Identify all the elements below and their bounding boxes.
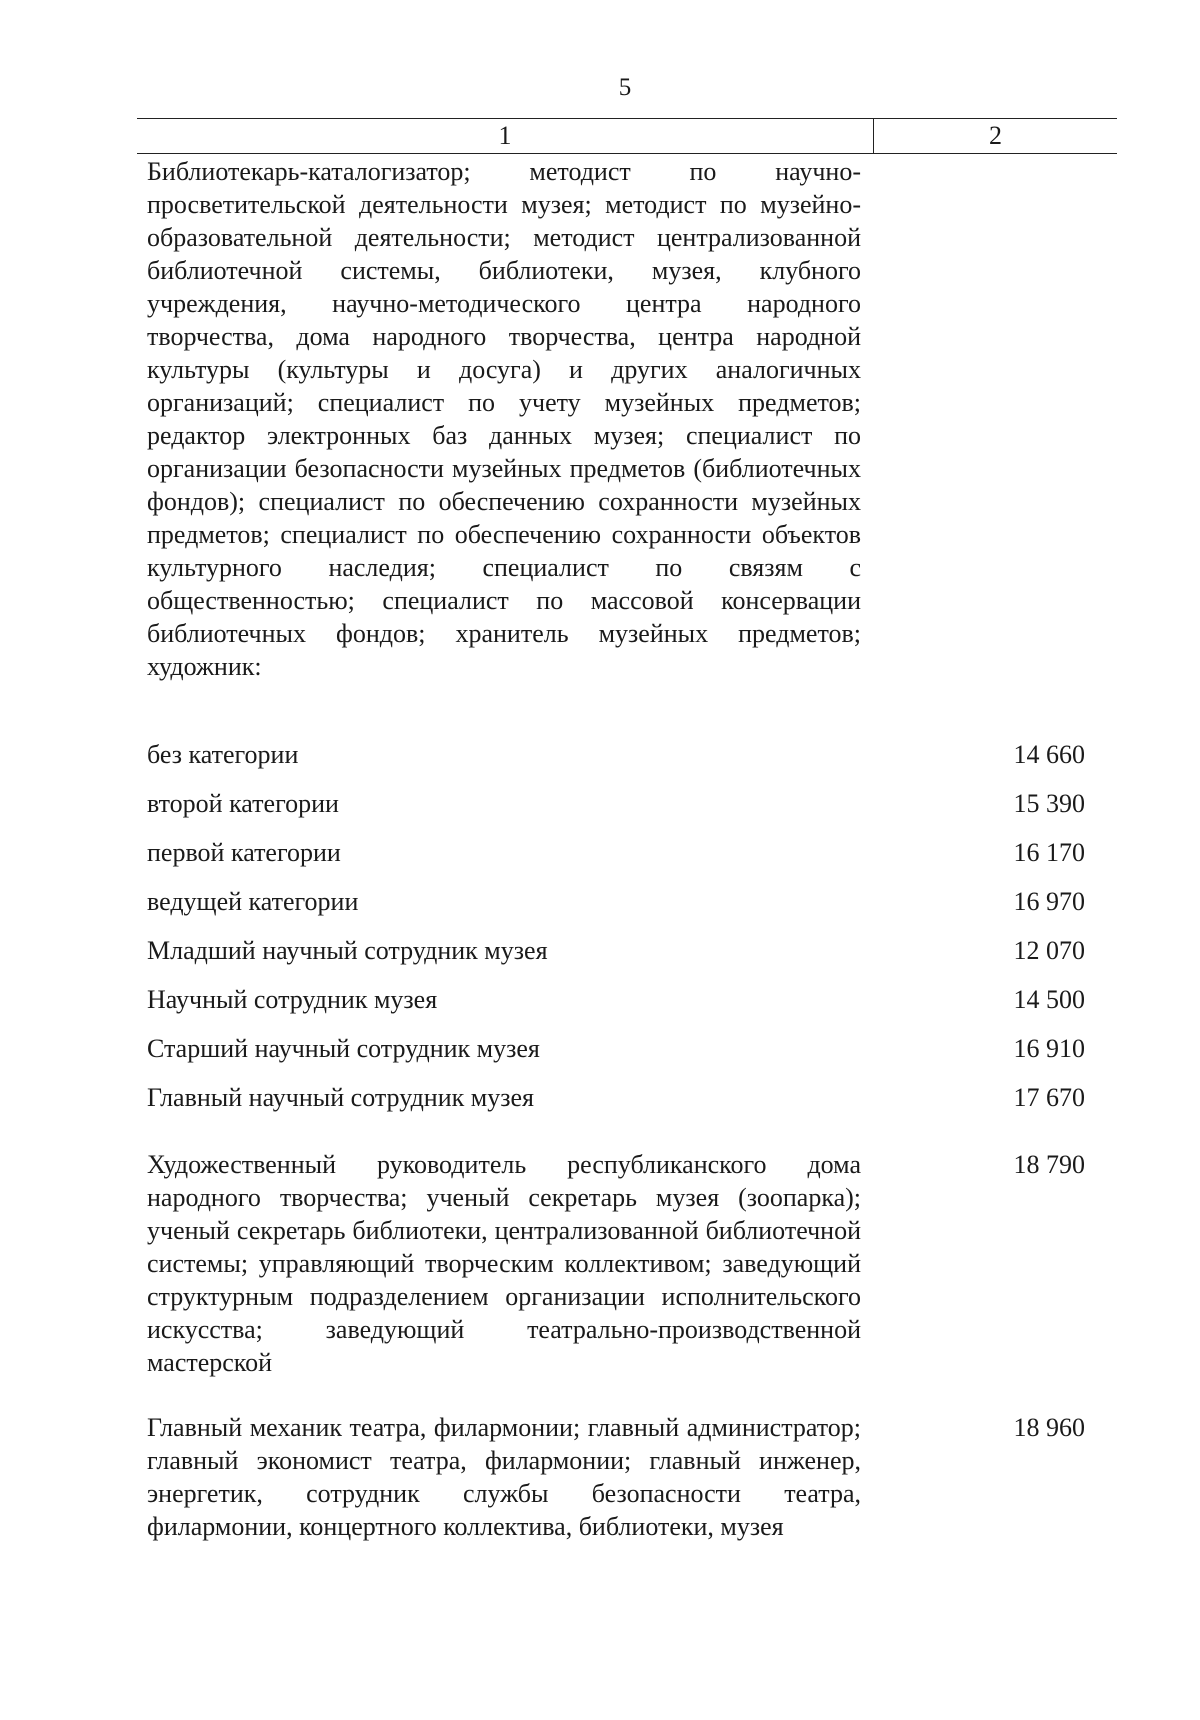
- row-value: 16 170: [1013, 838, 1085, 867]
- row-value: 14 500: [1013, 985, 1085, 1014]
- row-description: второй категории: [147, 789, 339, 818]
- row-description: Научный сотрудник музея: [147, 985, 438, 1014]
- row-description: без категории: [147, 740, 299, 769]
- row-description: Младший научный сотрудник музея: [147, 936, 548, 965]
- row-value: 18 960: [1013, 1413, 1085, 1442]
- row-value: 17 670: [1013, 1083, 1085, 1112]
- row-description: Главный механик театра, филармонии; главный администратор; главный экономист театра, филармонии; главный инженер, энергетик, сотрудник службы безопасности театра, филармонии, концертного коллектива, библиотеки, музея: [147, 1413, 861, 1541]
- column-header-2: 2: [989, 121, 1002, 150]
- table-header: [137, 118, 1117, 154]
- page-number: 5: [618, 74, 632, 101]
- row-description: первой категории: [147, 838, 341, 867]
- row-description: ведущей категории: [147, 887, 359, 916]
- row-value: 15 390: [1013, 789, 1085, 818]
- row-value: 16 970: [1013, 887, 1085, 916]
- row-value: 12 070: [1013, 936, 1085, 965]
- row-description: Главный научный сотрудник музея: [147, 1083, 534, 1112]
- row-description: Художественный руководитель республиканского дома народного творчества; ученый секретарь музея (зоопарка); ученый секретарь библиотеки, централизованной библиотечной системы; управляющий творческим коллективом; заведующий структурным подразделением организации исполнительского искусства; заведующий театрально-производственной мастерской: [147, 1150, 861, 1377]
- row-value: 18 790: [1013, 1150, 1085, 1179]
- row-value: 14 660: [1013, 740, 1085, 769]
- row-description: Библиотекарь-каталогизатор; методист по научно-просветительской деятельности музея; методист по музейно-образовательной деятельности; методист централизованной библиотечной системы, библиотеки, музея, клубного учреждения, научно-методического центра народного творчества, дома народного творчества, центра народной культуры (культуры и досуга) и других аналогичных организаций; специалист по учету музейных предметов; редактор электронных баз данных музея; специалист по организации безопасности музейных предметов (библиотечных фондов); специалист по обеспечению сохранности музейных предметов; специалист по обеспечению сохранности объектов культурного наследия; специалист по связям с общественностью; специалист по массовой консервации библиотечных фондов; хранитель музейных предметов; художник:: [147, 157, 861, 681]
- row-description: Старший научный сотрудник музея: [147, 1034, 540, 1063]
- row-value: 16 910: [1013, 1034, 1085, 1063]
- column-header-1: 1: [137, 119, 874, 153]
